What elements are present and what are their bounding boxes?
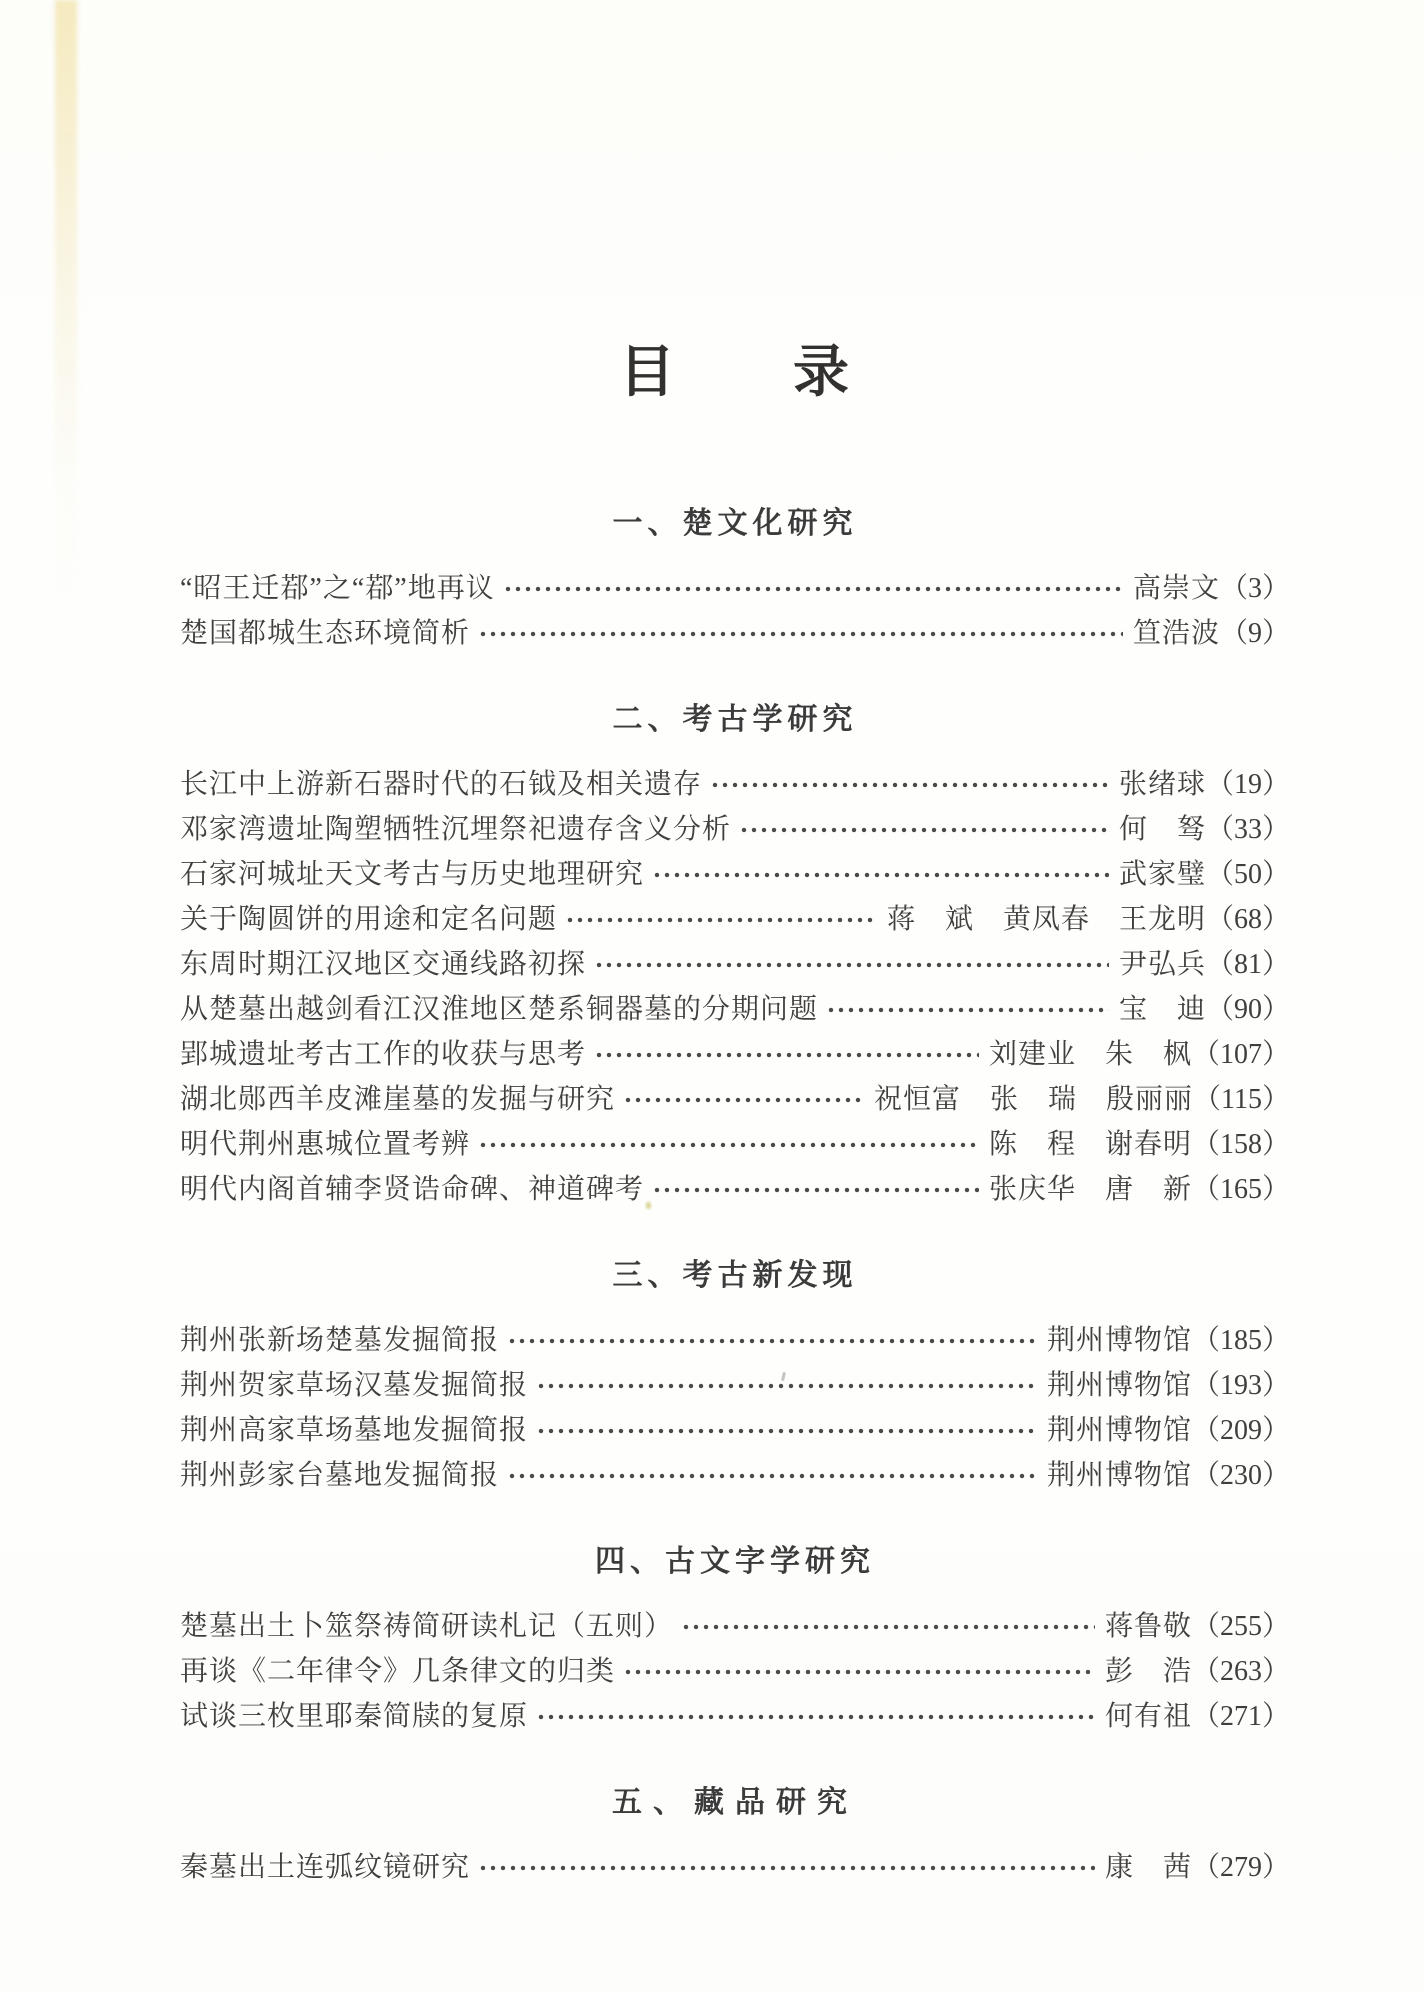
entry-page-number: （68） [1205,904,1290,935]
section-heading: 五、藏品研究 [612,1786,858,1819]
dot-leader [534,1408,1037,1453]
toc-entry [180,1363,1290,1408]
entry-authors: 何有祖 [1104,1701,1192,1732]
entry-page-number: （50） [1205,859,1290,890]
entry-title: “昭王迁鄀”之“鄀”地再议 [180,573,495,604]
entry-page-number: （209） [1191,1415,1290,1446]
entry-title: 荆州贺家草场汉墓发掘简报 [180,1370,529,1401]
section-heading: 二、考古学研究 [612,703,858,736]
entry-title: 再谈《二年律令》几条律文的归类 [180,1656,616,1687]
section-collection-research [180,1777,1290,1890]
dot-leader [650,1167,979,1212]
entry-authors: 蒋 斌 黄凤春 王龙明 [886,904,1206,935]
entry-page-number: （271） [1191,1701,1290,1732]
section-heading: 一、楚文化研究 [612,507,858,540]
entry-authors: 陈 程 谢春明 [988,1129,1192,1160]
dot-leader [621,1077,864,1122]
entry-authors: 武家璧 [1118,859,1206,890]
toc-entry [180,1845,1290,1890]
entry-title: 秦墓出土连弧纹镜研究 [180,1852,471,1883]
dot-leader [824,987,1109,1032]
entry-page-number: （255） [1191,1611,1290,1642]
entry-page-number: （193） [1191,1370,1290,1401]
toc-entry [180,1318,1290,1363]
entry-authors: 荆州博物馆 [1046,1460,1192,1491]
entry-page-number: （107） [1191,1039,1290,1070]
entry-page-number: （3） [1219,573,1290,604]
toc-entry [180,807,1290,852]
entry-page-number: （165） [1191,1174,1290,1205]
dot-leader [476,1845,1095,1890]
toc-entry [180,942,1290,987]
dot-leader [621,1649,1095,1694]
entry-authors: 张绪球 [1118,769,1206,800]
entry-page-number: （33） [1205,814,1290,845]
section-chu-culture-research [180,498,1290,656]
section-heading: 四、古文字学研究 [595,1545,875,1578]
entry-page-number: （279） [1191,1852,1290,1883]
entry-authors: 高崇文 [1132,573,1220,604]
entry-page-number: （115） [1193,1084,1290,1115]
toc-entry [180,1077,1290,1122]
toc-entry [180,1649,1290,1694]
section-archaeology-research [180,694,1290,1212]
entry-page-number: （230） [1191,1460,1290,1491]
entry-title: 试谈三枚里耶秦简牍的复原 [180,1701,529,1732]
section-paleography-research [180,1536,1290,1739]
dot-leader [592,942,1109,987]
toc-entry [180,1453,1290,1498]
toc-entry [180,762,1290,807]
dot-leader [650,852,1109,897]
toc-entry [180,1604,1290,1649]
entry-title: 石家河城址天文考古与历史地理研究 [180,859,645,890]
entry-title: 明代内阁首辅李贤诰命碑、神道碑考 [180,1174,645,1205]
entry-page-number: （185） [1191,1325,1290,1356]
dot-leader [708,762,1109,807]
entry-page-number: （19） [1205,769,1290,800]
dot-leader [679,1604,1095,1649]
page-title: 目 录 [619,342,851,404]
entry-title: 楚墓出土卜筮祭祷简研读札记（五则） [180,1611,674,1642]
entry-authors: 宝 迪 [1118,994,1206,1025]
entry-authors: 荆州博物馆 [1046,1415,1192,1446]
toc-entry [180,1032,1290,1077]
entry-authors: 笪浩波 [1132,618,1220,649]
dot-leader [476,611,1123,656]
entry-title: 郢城遗址考古工作的收获与思考 [180,1039,587,1070]
entry-authors: 何 驽 [1118,814,1206,845]
entry-authors: 刘建业 朱 枫 [988,1039,1192,1070]
entry-title: 东周时期江汉地区交通线路初探 [180,949,587,980]
dot-leader [476,1122,979,1167]
entry-title: 邓家湾遗址陶塑牺牲沉埋祭祀遗存含义分析 [180,814,732,845]
entry-authors: 荆州博物馆 [1046,1370,1192,1401]
toc-entry [180,566,1290,611]
section-new-discoveries [180,1250,1290,1498]
toc-entry [180,1122,1290,1167]
toc-entry [180,987,1290,1032]
entry-authors: 康 茜 [1104,1852,1192,1883]
entry-title: 明代荆州惠城位置考辨 [180,1129,471,1160]
entry-title: 长江中上游新石器时代的石钺及相关遗存 [180,769,703,800]
entry-authors: 彭 浩 [1104,1656,1192,1687]
entry-title: 从楚墓出越剑看江汉淮地区楚系铜器墓的分期问题 [180,994,819,1025]
entry-authors: 张庆华 唐 新 [988,1174,1192,1205]
entry-page-number: （90） [1205,994,1290,1025]
scan-edge-artifact [55,0,77,640]
dot-leader [501,566,1123,611]
entry-title: 荆州高家草场墓地发掘简报 [180,1415,529,1446]
entry-authors: 荆州博物馆 [1046,1325,1192,1356]
entry-authors: 尹弘兵 [1118,949,1206,980]
entry-page-number: （263） [1191,1656,1290,1687]
dot-leader [505,1318,1037,1363]
entry-page-number: （81） [1205,949,1290,980]
entry-title: 荆州张新场楚墓发掘简报 [180,1325,500,1356]
entry-authors: 蒋鲁敬 [1104,1611,1192,1642]
toc-entry [180,897,1290,942]
toc-entry [180,1694,1290,1739]
toc-entry [180,1167,1290,1212]
entry-page-number: （9） [1219,618,1290,649]
dot-leader [563,897,877,942]
entry-title: 荆州彭家台墓地发掘简报 [180,1460,500,1491]
entry-title: 楚国都城生态环境简析 [180,618,471,649]
entry-authors: 祝恒富 张 瑞 殷丽丽 [874,1084,1194,1115]
toc-content [180,0,1290,1890]
toc-entry [180,852,1290,897]
entry-title: 湖北郧西羊皮滩崖墓的发掘与研究 [180,1084,616,1115]
toc-entry [180,1408,1290,1453]
dot-leader [534,1694,1095,1739]
entry-title: 关于陶圆饼的用途和定名问题 [180,904,558,935]
dot-leader [505,1453,1037,1498]
section-heading: 三、考古新发现 [612,1259,858,1292]
toc-entry [180,611,1290,656]
dot-leader [737,807,1109,852]
dot-leader [534,1363,1037,1408]
dot-leader [592,1032,979,1077]
entry-page-number: （158） [1191,1129,1290,1160]
